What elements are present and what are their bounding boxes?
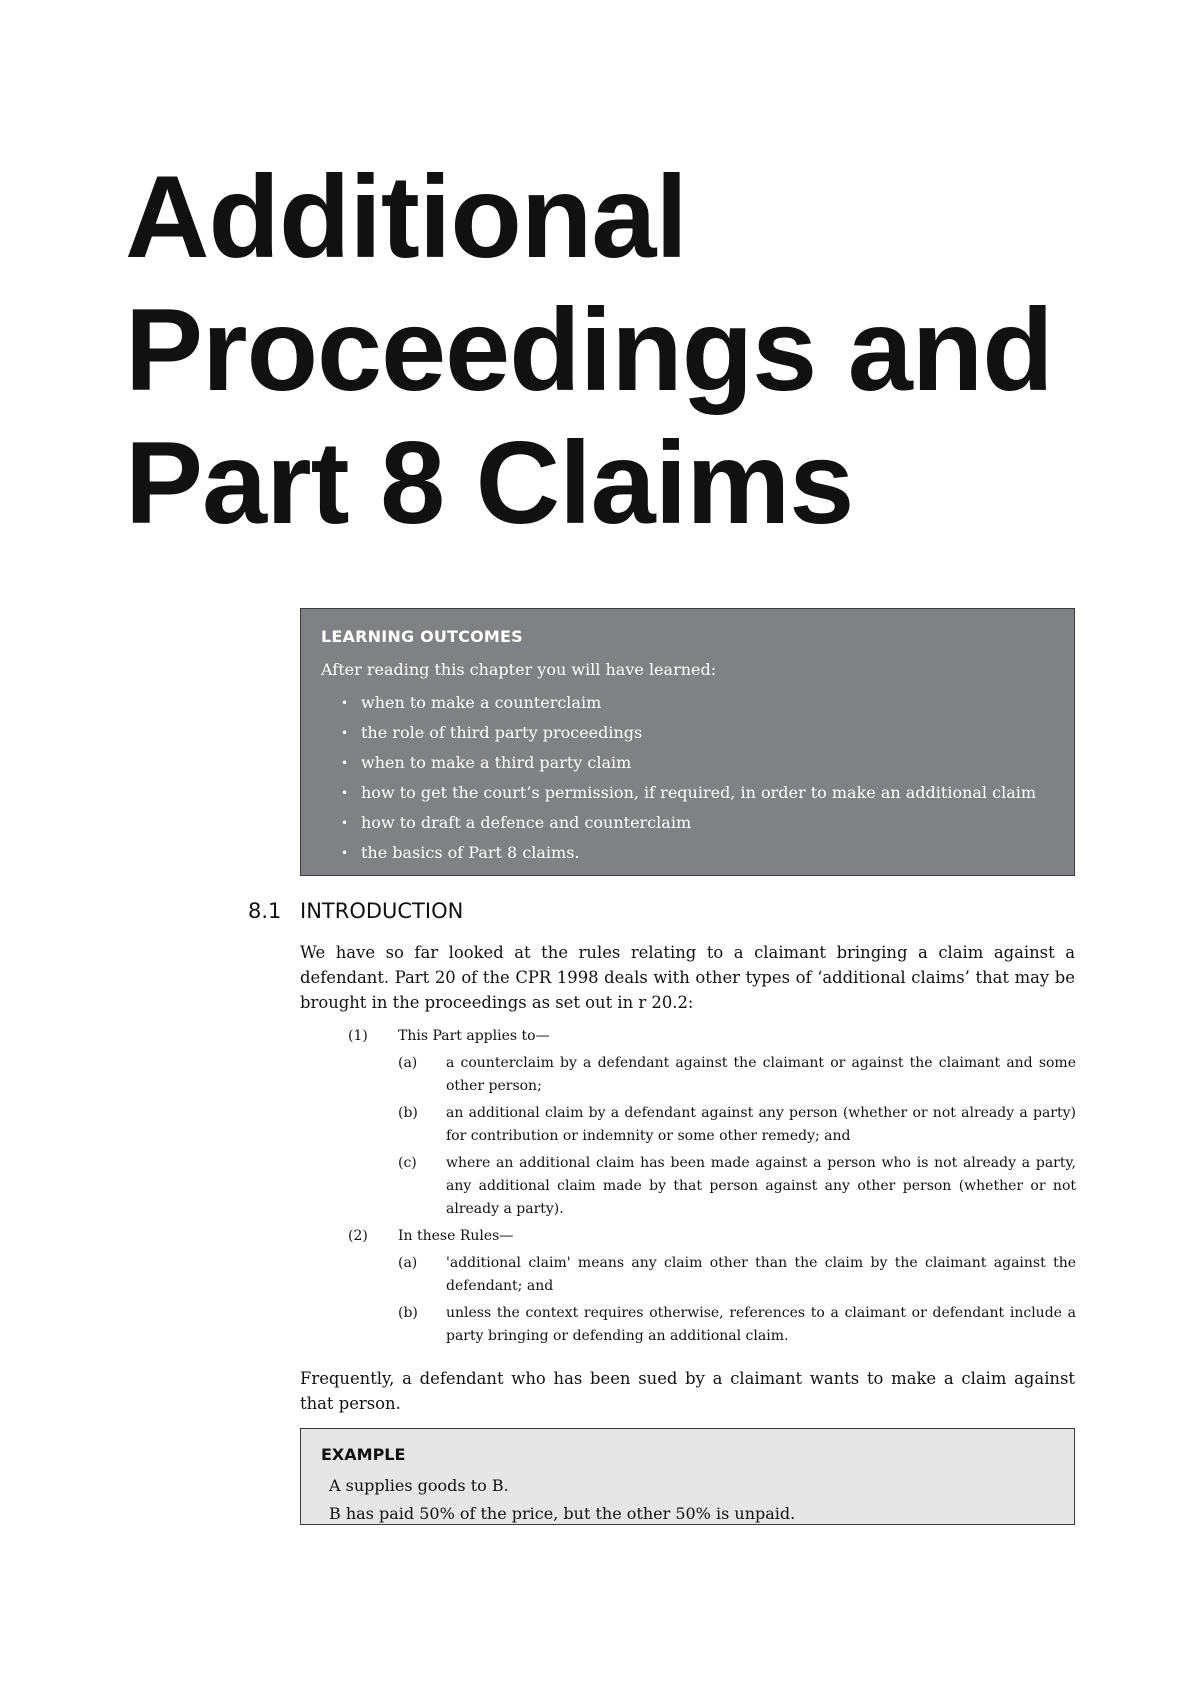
rule-subitem-text: 'additional claim' means any claim other than the claim by the claimant against the defendant; and [446,1255,1076,1294]
chapter-title-line: Additional [125,151,687,282]
followup-paragraph: Frequently, a defendant who has been sued by a claimant wants to make a claim against that person. [300,1369,1075,1413]
rule-subitem-label: (c) [398,1155,417,1171]
rule-number: (2) [348,1228,368,1244]
rule-subitem-text: a counterclaim by a defendant against the claimant or against the claimant and some other person; [446,1055,1076,1094]
list-item: • how to get the court’s permission, if required, in order to make an additional claim [341,778,1054,808]
learning-outcomes-list [321,688,1054,868]
list-item: • the role of third party proceedings [341,718,1054,748]
rule-subitem [398,1052,1076,1098]
example-title: EXAMPLE [321,1445,406,1464]
chapter-title [125,150,1125,549]
rule-subitem-text: unless the context requires otherwise, references to a claimant or defendant include a party bringing or defending an additional claim. [446,1305,1076,1344]
rule-subitem [398,1302,1076,1348]
example-box [300,1428,1075,1525]
rule-subitem-label: (a) [398,1255,418,1271]
list-item: • when to make a counterclaim [341,688,1054,718]
rule-subitem-label: (b) [398,1305,418,1321]
rule-subitem-text: an additional claim by a defendant against any person (whether or not already a party) for contribution or indemnity or some other remedy; and [446,1105,1076,1144]
section-number: 8.1 [248,899,282,923]
rule-text: This Part applies to— [398,1028,550,1044]
rule-subitem [398,1252,1076,1298]
example-line: A supplies goods to B. [329,1476,509,1495]
chapter-title-line: Part 8 Claims [125,417,854,548]
rule-item [348,1025,1076,1048]
list-item: • the basics of Part 8 claims. [341,838,1054,868]
section-title: INTRODUCTION [300,899,464,923]
rule-item [348,1225,1076,1248]
rule-subitem [398,1152,1076,1221]
rule-subitem [398,1102,1076,1148]
rule-quote [348,1025,1076,1352]
intro-paragraph: We have so far looked at the rules relating to a claimant bringing a claim against a defendant. Part 20 of the CPR 1998 deals with other types of ‘additional claims’ that may be brought in the proceedings as set out in r 20.2: [300,943,1075,1012]
rule-text: In these Rules— [398,1228,514,1244]
list-item: • how to draft a defence and counterclaim [341,808,1054,838]
rule-subitem-text: where an additional claim has been made against a person who is not already a party, any additional claim made by that person against any other person (whether or not already a party). [446,1155,1076,1217]
learning-outcomes-intro: After reading this chapter you will have learned: [321,660,717,679]
rule-subitem-label: (a) [398,1055,418,1071]
chapter-title-line: Proceedings and [125,284,1053,415]
rule-subitem-label: (b) [398,1105,418,1121]
learning-outcomes-title: LEARNING OUTCOMES [321,627,523,646]
rule-number: (1) [348,1028,368,1044]
learning-outcomes-box [300,608,1075,876]
list-item: • when to make a third party claim [341,748,1054,778]
section-heading [248,899,463,923]
example-line: B has paid 50% of the price, but the other 50% is unpaid. [329,1504,796,1523]
